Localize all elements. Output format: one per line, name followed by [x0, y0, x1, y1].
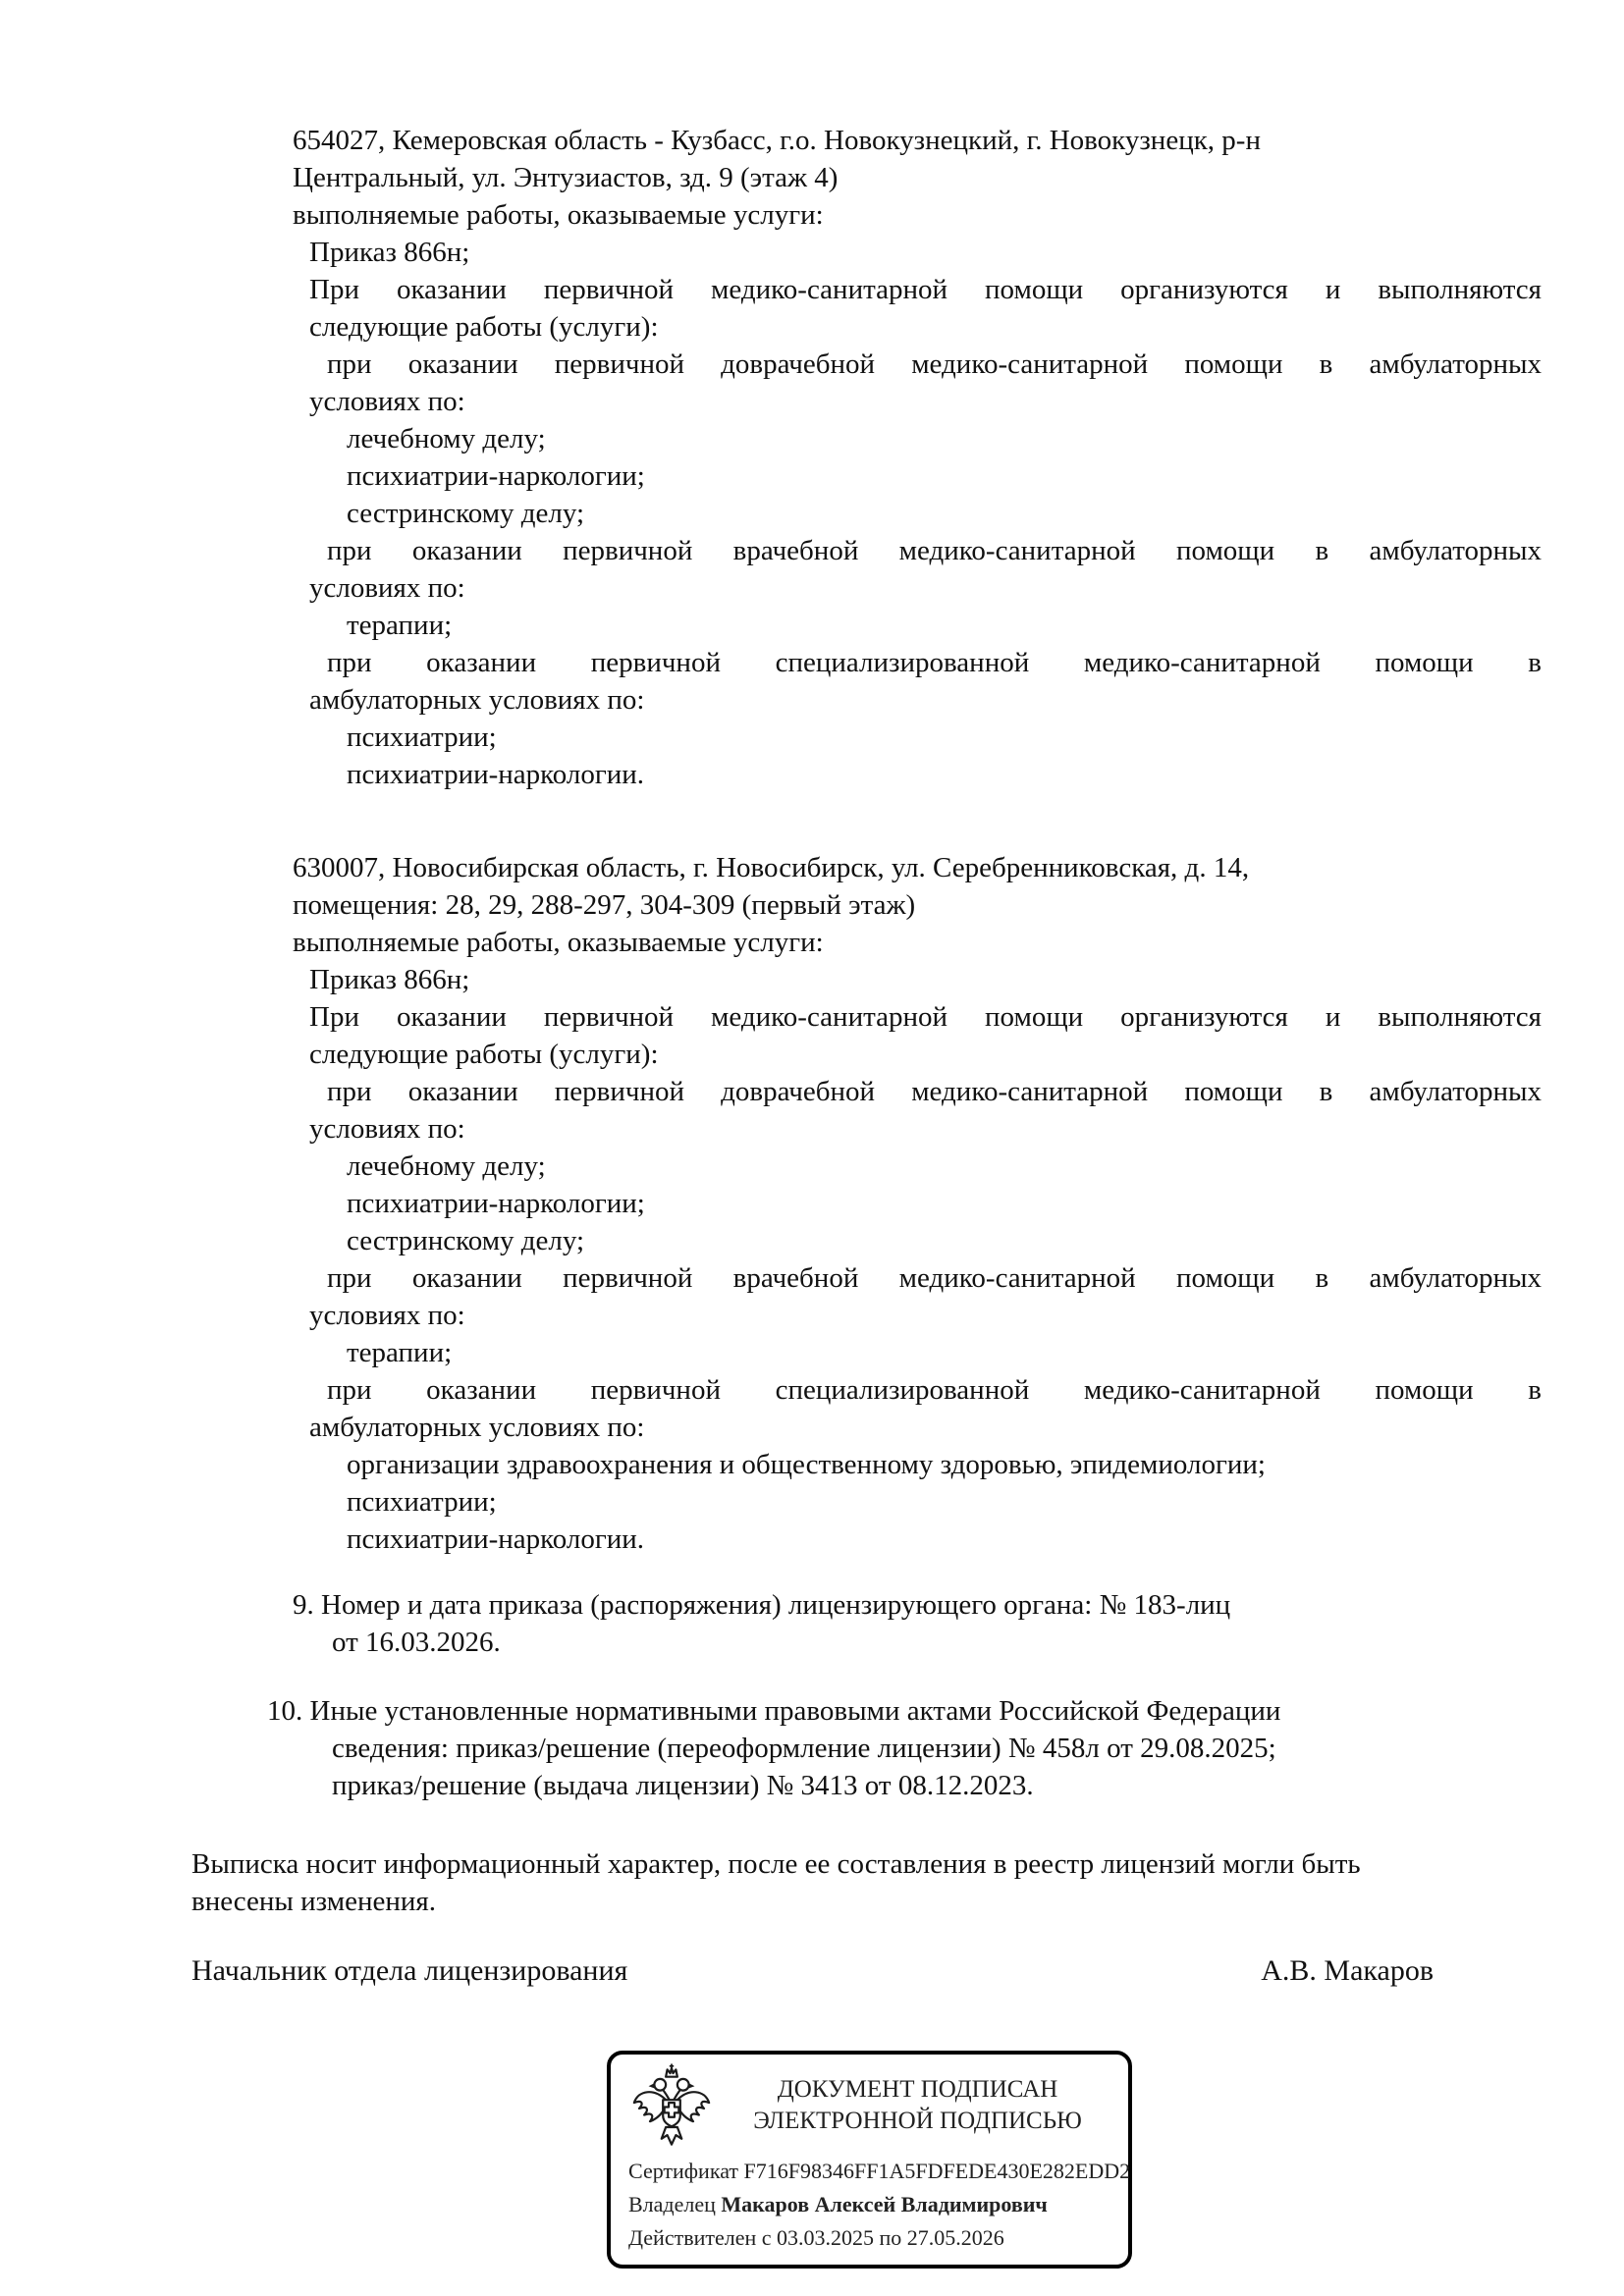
text-line: психиатрии-наркологии. — [347, 759, 645, 790]
text-line: условиях по: — [309, 572, 465, 604]
stamp-details — [628, 2155, 1131, 2255]
text-line: терапии; — [347, 610, 453, 641]
text-line: при оказании первичной специализированной медико-санитарной помощи в — [327, 647, 1542, 678]
signatory-title: Начальник отдела лицензирования — [191, 1954, 628, 1987]
order-item-9 — [293, 1586, 1542, 1661]
location-block-2 — [293, 849, 1542, 1558]
text-line: сестринскому делу; — [347, 1225, 585, 1256]
text-line: терапии; — [347, 1337, 453, 1368]
owner-row — [628, 2188, 1110, 2221]
text-line: внесены изменения. — [191, 1886, 436, 1917]
signature-row — [191, 1949, 1434, 1993]
text-line: психиатрии-наркологии. — [347, 1523, 645, 1555]
owner-name: Макаров Алексей Владимирович — [721, 2192, 1048, 2216]
informational-note — [191, 1845, 1565, 1920]
text-line: следующие работы (услуги): — [309, 311, 659, 343]
text-line: 9. Номер и дата приказа (распоряжения) лицензирующего органа: № 183-лиц — [293, 1589, 1231, 1621]
text-line: При оказании первичной медико-санитарной помощи организуются и выполняются — [309, 1001, 1542, 1033]
text-line: условиях по: — [309, 1113, 465, 1145]
text-line: от 16.03.2026. — [332, 1627, 501, 1658]
text-line: психиатрии; — [347, 721, 497, 753]
text-line: При оказании первичной медико-санитарной помощи организуются и выполняются — [309, 274, 1542, 305]
text-line: приказ/решение (выдача лицензии) № 3413 от 08.12.2023. — [332, 1770, 1034, 1801]
text-line: Приказ 866н; — [309, 237, 470, 268]
text-line: психиатрии-наркологии; — [347, 1188, 645, 1219]
certificate-row — [628, 2155, 1131, 2188]
text-line: 654027, Кемеровская область - Кузбасс, г.о. Новокузнецкий, г. Новокузнецк, р-н — [293, 125, 1261, 156]
text-line: лечебному делу; — [347, 423, 546, 454]
text-line: сведения: приказ/решение (переоформление лицензии) № 458л от 29.08.2025; — [332, 1733, 1276, 1764]
certificate-value: F716F98346FF1A5FDFEDE430E282EDD2 — [743, 2159, 1131, 2183]
text-line: выполняемые работы, оказываемые услуги: — [293, 927, 824, 958]
signatory-name: А.В. Макаров — [1261, 1954, 1434, 1987]
text-line: Приказ 866н; — [309, 964, 470, 995]
text-line: психиатрии-наркологии; — [347, 460, 645, 492]
certificate-label: Сертификат — [628, 2159, 738, 2183]
text-line: психиатрии; — [347, 1486, 497, 1518]
text-line: лечебному делу; — [347, 1150, 546, 1182]
owner-label: Владелец — [628, 2192, 716, 2216]
stamp-heading — [725, 2062, 1110, 2137]
text-line: 630007, Новосибирская область, г. Новосибирск, ул. Серебренниковская, д. 14, — [293, 852, 1250, 883]
text-line: помещения: 28, 29, 288-297, 304-309 (первый этаж) — [293, 889, 916, 921]
text-line: при оказании первичной доврачебной медико-санитарной помощи в амбулаторных — [327, 1076, 1542, 1107]
stamp-top-row — [628, 2062, 1110, 2152]
text-line: амбулаторных условиях по: — [309, 1412, 645, 1443]
document-body — [267, 122, 1542, 1804]
text-line: выполняемые работы, оказываемые услуги: — [293, 199, 824, 231]
text-line: при оказании первичной врачебной медико-санитарной помощи в амбулаторных — [327, 535, 1542, 566]
text-line: Выписка носит информационный характер, после ее составления в реестр лицензий могли быть — [191, 1848, 1361, 1880]
text-line: при оказании первичной доврачебной медико-санитарной помощи в амбулаторных — [327, 348, 1542, 380]
text-line: при оказании первичной врачебной медико-санитарной помощи в амбулаторных — [327, 1262, 1542, 1294]
text-line: условиях по: — [309, 386, 465, 417]
stamp-heading-line2: ЭЛЕКТРОННОЙ ПОДПИСЬЮ — [753, 2108, 1082, 2134]
roszdravnadzor-eagle-emblem-icon — [628, 2062, 715, 2152]
text-line: организации здравоохранения и общественному здоровью, эпидемиологии; — [347, 1449, 1266, 1480]
text-line: Центральный, ул. Энтузиастов, зд. 9 (этаж 4) — [293, 162, 839, 193]
text-line: 10. Иные установленные нормативными правовыми актами Российской Федерации — [267, 1695, 1281, 1727]
text-line: амбулаторных условиях по: — [309, 684, 645, 716]
stamp-heading-line1: ДОКУМЕНТ ПОДПИСАН — [777, 2076, 1058, 2103]
validity-row: Действителен с 03.03.2025 по 27.05.2026 — [628, 2225, 1004, 2250]
text-line: сестринскому делу; — [347, 498, 585, 529]
text-line: следующие работы (услуги): — [309, 1039, 659, 1070]
text-line: условиях по: — [309, 1300, 465, 1331]
order-item-10 — [267, 1692, 1542, 1804]
text-line: при оказании первичной специализированной медико-санитарной помощи в — [327, 1374, 1542, 1406]
electronic-signature-stamp — [607, 2051, 1132, 2269]
location-block-1 — [293, 122, 1542, 793]
